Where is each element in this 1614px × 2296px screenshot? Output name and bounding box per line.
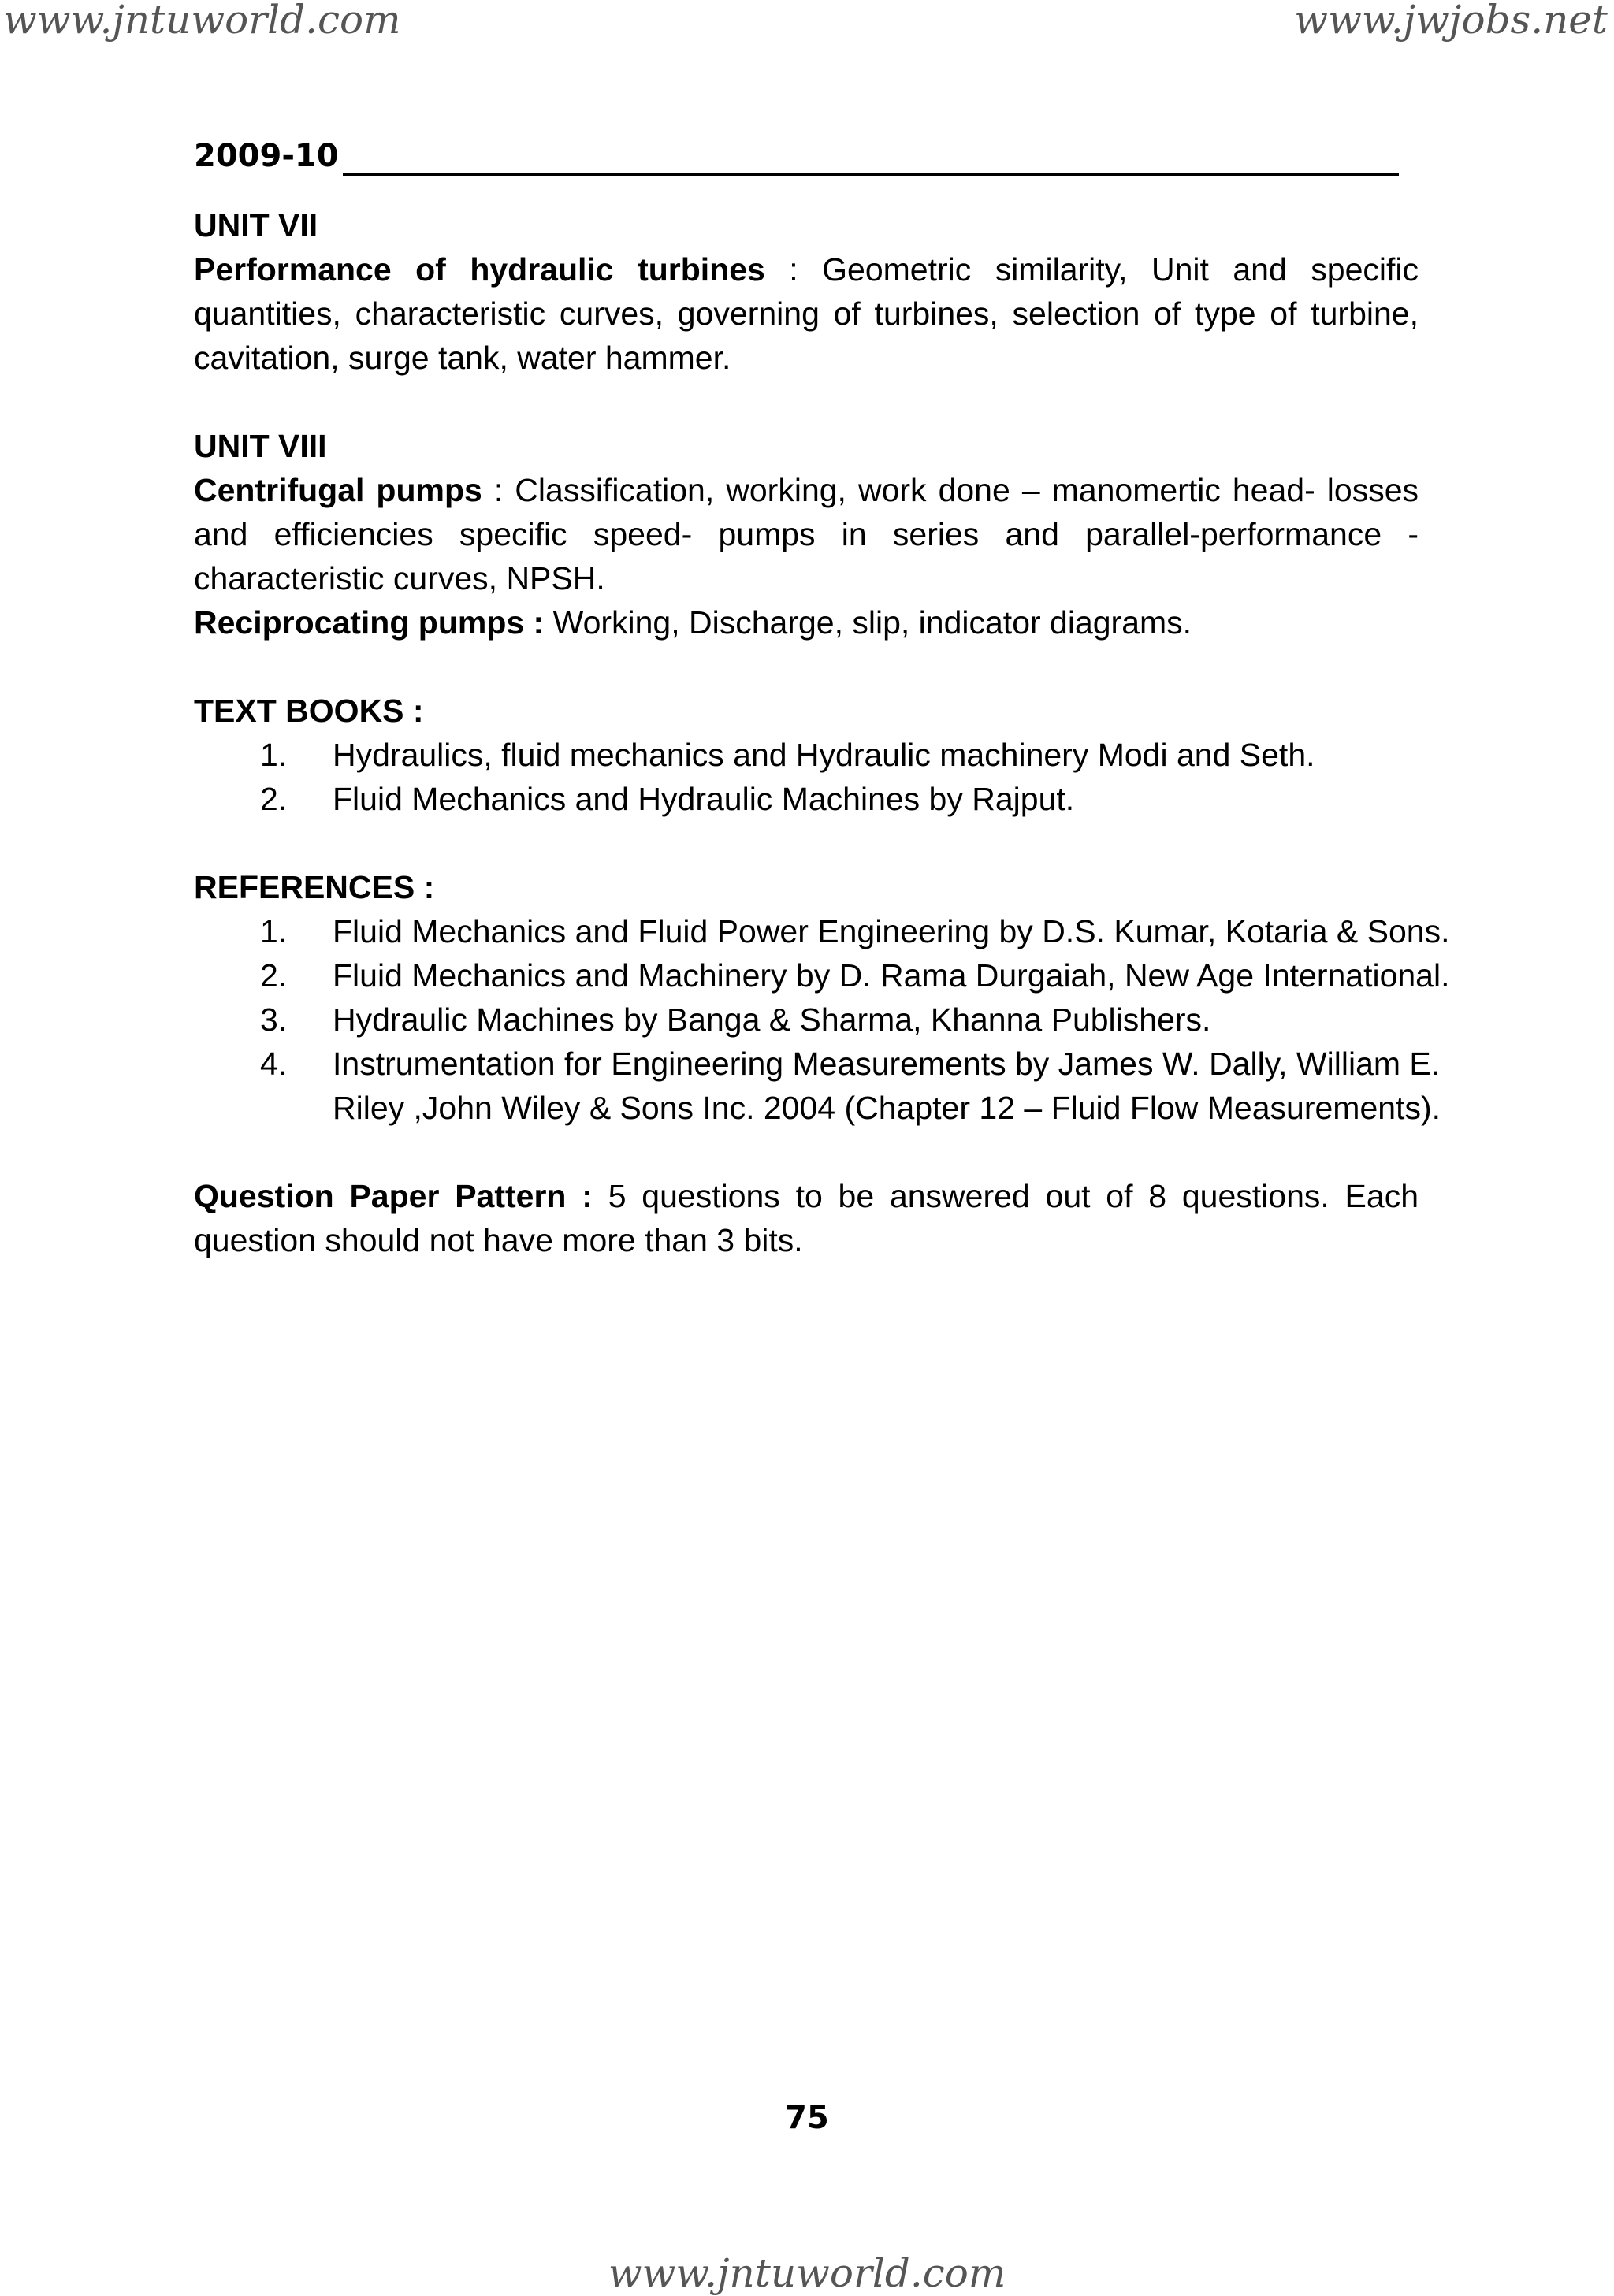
list-item: 3. Hydraulic Machines by Banga & Sharma, Khanna Publishers. [260, 1001, 1211, 1038]
year-underline [343, 173, 1399, 176]
watermark-top-right: www.jwjobs.net [1294, 0, 1608, 43]
unit8-topic-2: Reciprocating pumps : [194, 604, 545, 641]
text-books-list [194, 733, 1419, 821]
unit7-topic: Performance of hydraulic turbines [194, 251, 765, 288]
unit8-text-1: : Classification, working, work done – manomertic head- losses and efficiencies specific speed- pumps in series and parallel-performance - characteristic curves, NPSH. [194, 472, 1419, 596]
list-item: 1. Hydraulics, fluid mechanics and Hydraulic machinery Modi and Seth. [260, 737, 1315, 773]
list-item: 1. Fluid Mechanics and Fluid Power Engineering by D.S. Kumar, Kotaria & Sons. [260, 913, 1450, 949]
unit7-heading: UNIT VII [194, 207, 318, 243]
unit7-paragraph [194, 247, 1419, 380]
unit8-paragraph-1 [194, 468, 1419, 600]
list-item: 4. Instrumentation for Engineering Measurements by James W. Dally, William E. Riley ,John Wiley & Sons Inc. 2004 (Chapter 12 – Fluid Flow Measurements). [260, 1046, 1441, 1126]
references-heading: REFERENCES : [194, 869, 435, 905]
page-number: 75 [785, 2100, 829, 2136]
question-pattern-text: 5 questions to be answered out of 8 questions. Each question should not have more than 3 bits. [194, 1178, 1419, 1258]
list-item: 2. Fluid Mechanics and Hydraulic Machines by Rajput. [260, 781, 1075, 817]
unit8-heading: UNIT VIII [194, 428, 327, 464]
unit8-text-2: Working, Discharge, slip, indicator diagrams. [544, 604, 1192, 641]
references-list [194, 909, 1450, 1130]
unit7-text: : Geometric similarity, Unit and specific quantities, characteristic curves, governing of turbines, selection of type of turbine, cavitation, surge tank, water hammer. [194, 251, 1419, 376]
text-books-heading: TEXT BOOKS : [194, 693, 424, 729]
watermark-top-left: www.jntuworld.com [3, 0, 401, 43]
syllabus-content [194, 203, 1450, 1262]
question-pattern-label: Question Paper Pattern : [194, 1178, 593, 1214]
question-pattern-paragraph [194, 1174, 1419, 1262]
unit8-topic-1: Centrifugal pumps [194, 472, 482, 508]
academic-year: 2009-10 [194, 138, 339, 174]
watermark-bottom: www.jntuworld.com [608, 2250, 1006, 2296]
list-item: 2. Fluid Mechanics and Machinery by D. Rama Durgaiah, New Age International. [260, 957, 1450, 994]
unit8-paragraph-2 [194, 600, 1419, 645]
